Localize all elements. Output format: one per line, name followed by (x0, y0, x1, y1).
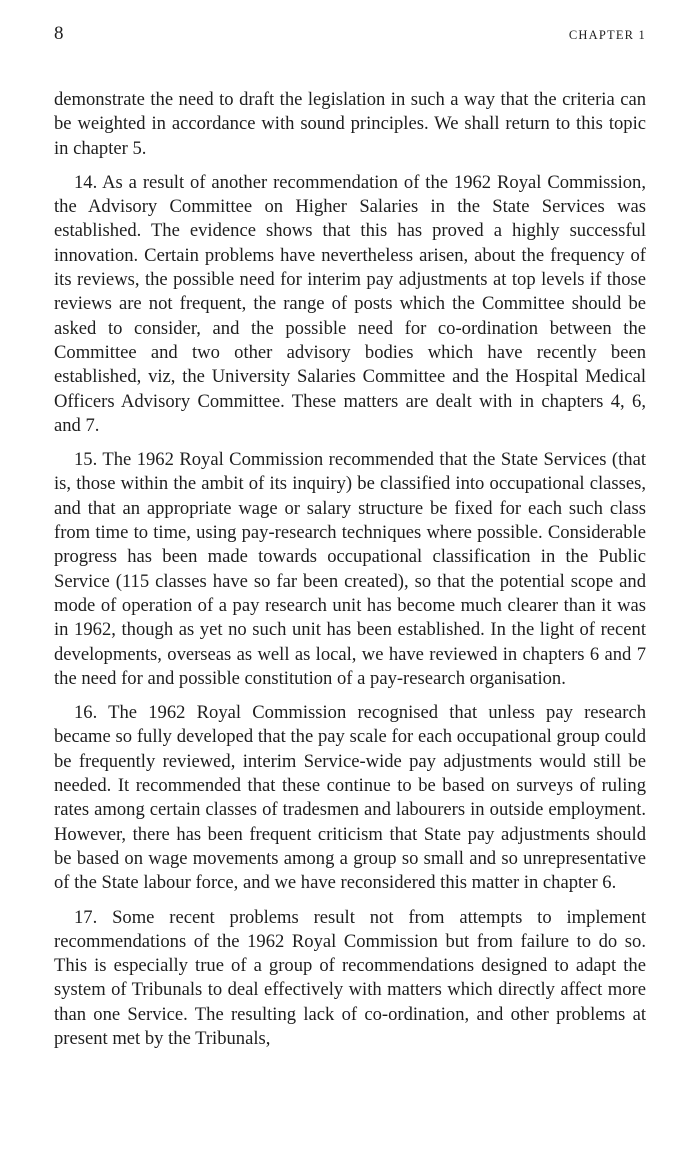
paragraph-15: 15. The 1962 Royal Commission recommended that the State Services (that is, those within the ambit of its inquiry) be classified into occupational classes, and that an appropriate wage or salary structure be fixed for each such class from time to time, using pay-research techniques where possible. Considerable progress has been made towards occupational classification in the Public Service (115 classes have so far been created), so that the potential scope and mode of operation of a pay research unit has become much clearer than it was in 1962, though as yet no such unit has been established. In the light of recent developments, overseas as well as local, we have reviewed in chapters 6 and 7 the need for and possible constitution of a pay-research organisation. (54, 449, 646, 689)
running-head-chapter: CHAPTER 1 (568, 28, 646, 42)
page-header (54, 18, 646, 50)
page-number: 8 (54, 23, 64, 44)
paragraph-16: 16. The 1962 Royal Commission recognised that unless pay research became so fully developed that the pay scale for each occupational group could be frequently reviewed, interim Service-wide pay adjustments would still be needed. It recommended that these continue to be based on surveys of ruling rates among certain classes of tradesmen and labourers in outside employment. However, there has been frequent criticism that State pay adjustments should be based on wage movements among a group so small and so unrepresentative of the State labour force, and we have reconsidered this matter in chapter 6. (54, 702, 646, 894)
paragraph-14: 14. As a result of another recommendation of the 1962 Royal Commission, the Advisory Committee on Higher Salaries in the State Services was established. The evidence shows that this has proved a highly successful innovation. Certain problems have nevertheless arisen, about the frequency of its reviews, the possible need for interim pay adjustments at top levels if those reviews are not frequent, the range of posts which the Committee should be asked to consider, and the possible need for co-ordination between the Committee and two other advisory bodies which have recently been established, viz, the University Salaries Committee and the Hospital Medical Officers Advisory Committee. These matters are dealt with in chapters 4, 6, and 7. (54, 171, 646, 436)
paragraph-continuation: demonstrate the need to draft the legislation in such a way that the criteria can be weighted in accordance with sound principles. We shall return to this topic in chapter 5. (54, 89, 646, 159)
paragraph-17: 17. Some recent problems result not from attempts to implement recommendations of the 1962 Royal Commission but from failure to do so. This is especially true of a group of recommendations designed to adapt the system of Tribunals to deal effectively with matters which directly affect more than one Service. The resulting lack of co-ordination, and other problems at present met by the Tribunals, (54, 906, 646, 1049)
document-page (54, 18, 646, 1061)
